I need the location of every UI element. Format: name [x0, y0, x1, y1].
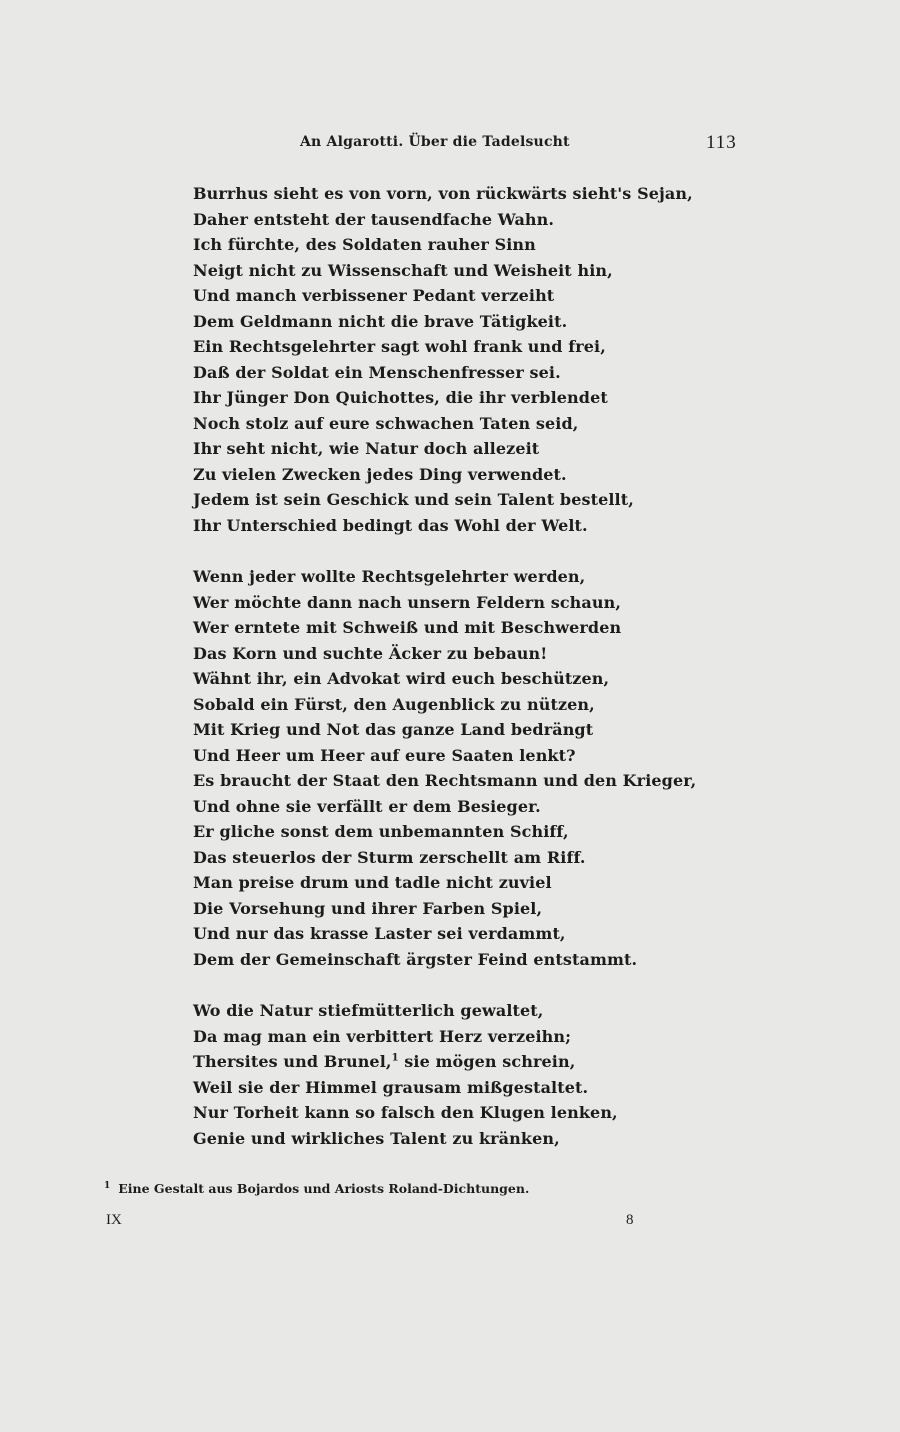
verse-line: Es braucht der Staat den Rechtsmann und den Krieger, — [193, 771, 697, 790]
verse-line: Ihr seht nicht, wie Natur doch allezeit — [193, 439, 540, 458]
verse-text: Thersites und Brunel, — [193, 1052, 392, 1071]
footnote-text: Eine Gestalt aus Bojardos und Ariosts Roland-Dichtungen. — [118, 1181, 530, 1196]
page-number: 113 — [706, 132, 737, 153]
verse-text-rest: sie mögen schrein, — [398, 1052, 576, 1071]
verse-line: Das steuerlos der Sturm zerschellt am Riff. — [193, 847, 586, 867]
verse-line: Genie und wirkliches Talent zu kränken, — [193, 1128, 560, 1148]
verse-line: Wo die Natur stiefmütterlich gewaltet, — [193, 1001, 544, 1020]
verse-line: Ihr Jünger Don Quichottes, die ihr verblendet — [193, 388, 608, 407]
verse-line: Daher entsteht der tausendfache Wahn. — [193, 209, 555, 229]
verse-line: Ich fürchte, des Soldaten rauher Sinn — [193, 235, 536, 254]
footnote — [104, 1181, 529, 1196]
verse-line: Die Vorsehung und ihrer Farben Spiel, — [193, 898, 543, 918]
stanza-2 — [193, 564, 697, 972]
verse-line: Und Heer um Heer auf eure Saaten lenkt? — [193, 745, 576, 765]
verse-line: Ihr Unterschied bedingt das Wohl der Welt. — [193, 515, 588, 535]
verse-line: Zu vielen Zwecken jedes Ding verwendet. — [193, 464, 567, 484]
verse-line: Wer möchte dann nach unsern Feldern schaun, — [193, 592, 622, 612]
verse-line: Jedem ist sein Geschick und sein Talent bestellt, — [193, 490, 634, 509]
verse-line: Wer erntete mit Schweiß und mit Beschwerden — [193, 618, 622, 637]
verse-line: Da mag man ein verbittert Herz verzeihn; — [193, 1026, 572, 1046]
verse-line: Und ohne sie verfällt er dem Besieger. — [193, 796, 541, 816]
verse-line: Wähnt ihr, ein Advokat wird euch beschützen, — [193, 669, 610, 688]
verse-line: Ein Rechtsgelehrter sagt wohl frank und frei, — [193, 337, 606, 356]
verse-line: Er gliche sonst dem unbemannten Schiff, — [193, 822, 569, 841]
stanza-3 — [193, 998, 653, 1151]
verse-line: Sobald ein Fürst, den Augenblick zu nützen, — [193, 694, 595, 714]
signature-mark-right: 8 — [626, 1212, 634, 1228]
verse-line-with-footnote — [193, 1049, 653, 1075]
verse-line: Und nur das krasse Laster sei verdammt, — [193, 924, 566, 943]
verse-line: Neigt nicht zu Wissenschaft und Weisheit hin, — [193, 260, 613, 280]
signature-mark-left: IX — [106, 1212, 122, 1228]
verse-line: Weil sie der Himmel grausam mißgestaltet. — [193, 1077, 589, 1097]
verse-line: Das Korn und suchte Äcker zu bebaun! — [193, 643, 548, 663]
verse-line: Dem der Gemeinschaft ärgster Feind entstammt. — [193, 949, 638, 969]
verse-line: Wenn jeder wollte Rechtsgelehrter werden, — [193, 567, 586, 586]
verse-line: Man preise drum und tadle nicht zuviel — [193, 873, 552, 892]
footnote-reference: 1 — [391, 1052, 399, 1064]
verse-line: Nur Torheit kann so falsch den Klugen lenken, — [193, 1103, 618, 1122]
verse-line: Mit Krieg und Not das ganze Land bedrängt — [193, 720, 594, 739]
verse-line: Burrhus sieht es von vorn, von rückwärts sieht's Sejan, — [193, 184, 693, 203]
verse-line: Und manch verbissener Pedant verzeiht — [193, 286, 555, 305]
verse-line: Dem Geldmann nicht die brave Tätigkeit. — [193, 311, 568, 331]
footnote-marker: 1 — [104, 1180, 111, 1191]
verse-line: Noch stolz auf eure schwachen Taten seid, — [193, 413, 579, 433]
running-title: An Algarotti. Über die Tadelsucht — [300, 134, 570, 150]
stanza-1 — [193, 181, 693, 538]
verse-line: Daß der Soldat ein Menschenfresser sei. — [193, 362, 561, 382]
poem-body — [193, 181, 697, 1151]
page-header — [0, 134, 900, 158]
